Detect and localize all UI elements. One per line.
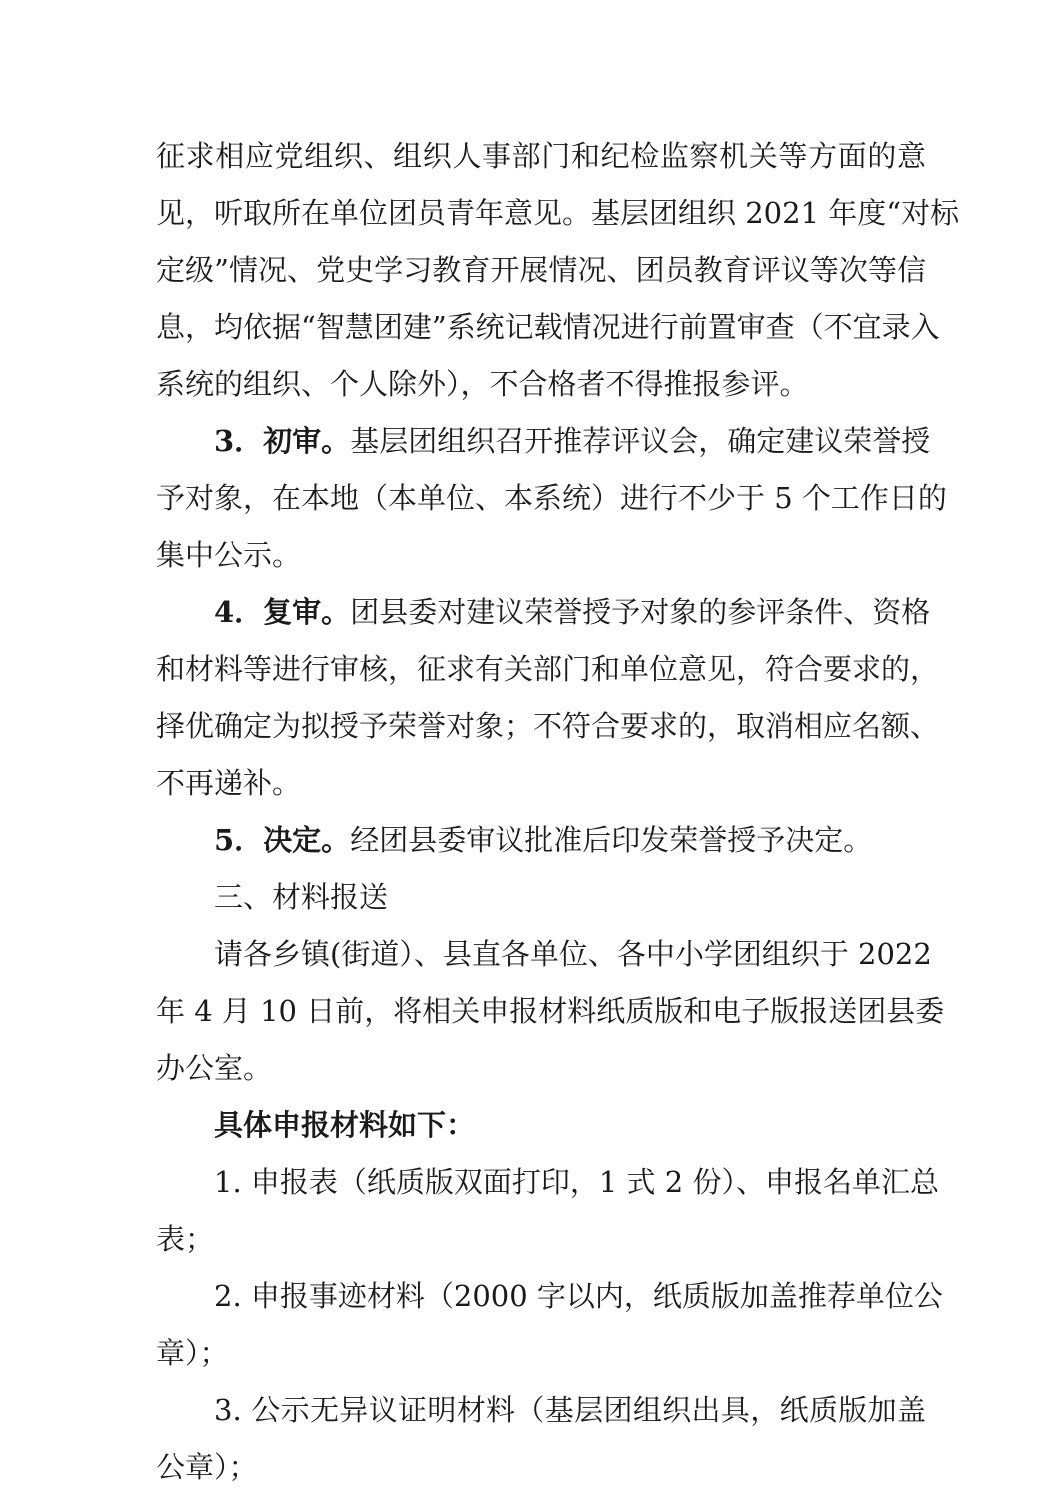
material-item-1-line1: 1. 申报表（纸质版双面打印，1 式 2 份）、申报名单汇总 (214, 1165, 939, 1199)
section3-line3: 办公室。 (156, 1051, 273, 1085)
material-item-1-line2: 表； (156, 1222, 215, 1256)
step5-text: 经团县委审议批准后印发荣誉授予决定。 (350, 823, 873, 857)
body-line-4: 息，均依据“智慧团建”系统记载情况进行前置审查（不宜录入 (156, 310, 940, 344)
material-item-3-line2: 公章）； (156, 1450, 258, 1484)
section3-line1: 请各乡镇(街道）、县直各单位、各中小学团组织于 2022 (214, 937, 932, 971)
materials-heading: 具体申报材料如下： (214, 1108, 476, 1142)
step5-label: 5．决定。 (214, 823, 351, 857)
step3-line1 (214, 413, 931, 469)
step4-label: 4．复审。 (214, 595, 351, 629)
material-item-3-line1: 3. 公示无异议证明材料（基层团组织出具，纸质版加盖 (214, 1393, 926, 1427)
step3-line3: 集中公示。 (156, 538, 302, 572)
section3-line2: 年 4 月 10 日前，将相关申报材料纸质版和电子版报送团县委 (156, 994, 945, 1028)
step3-line2: 予对象，在本地（本单位、本系统）进行不少于 5 个工作日的 (156, 481, 947, 515)
step5-line1 (214, 812, 926, 868)
body-line-3: 定级”情况、党史学习教育开展情况、团员教育评议等次等信 (156, 253, 926, 287)
body-line-5: 系统的组织、个人除外），不合格者不得推报参评。 (156, 367, 809, 401)
body-line-1: 征求相应党组织、组织人事部门和纪检监察机关等方面的意 (156, 139, 926, 173)
material-item-2-line1: 2. 申报事迹材料（2000 字以内，纸质版加盖推荐单位公 (214, 1279, 943, 1313)
step4-line1 (214, 584, 931, 640)
step3-label: 3．初审。 (214, 424, 351, 458)
step4-line2: 和材料等进行审核，征求有关部门和单位意见，符合要求的， (156, 652, 940, 686)
step4-line4: 不再递补。 (156, 766, 302, 800)
step4-line3: 择优确定为拟授予荣誉对象；不符合要求的，取消相应名额、 (156, 709, 940, 743)
section-heading-materials: 三、材料报送 (214, 880, 389, 914)
body-line-2: 见，听取所在单位团员青年意见。基层团组织 2021 年度“对标 (156, 196, 960, 230)
material-item-2-line2: 章）； (156, 1336, 229, 1370)
step3-text: 基层团组织召开推荐评议会，确定建议荣誉授 (350, 424, 931, 458)
step4-text: 团县委对建议荣誉授予对象的参评条件、资格 (350, 595, 931, 629)
